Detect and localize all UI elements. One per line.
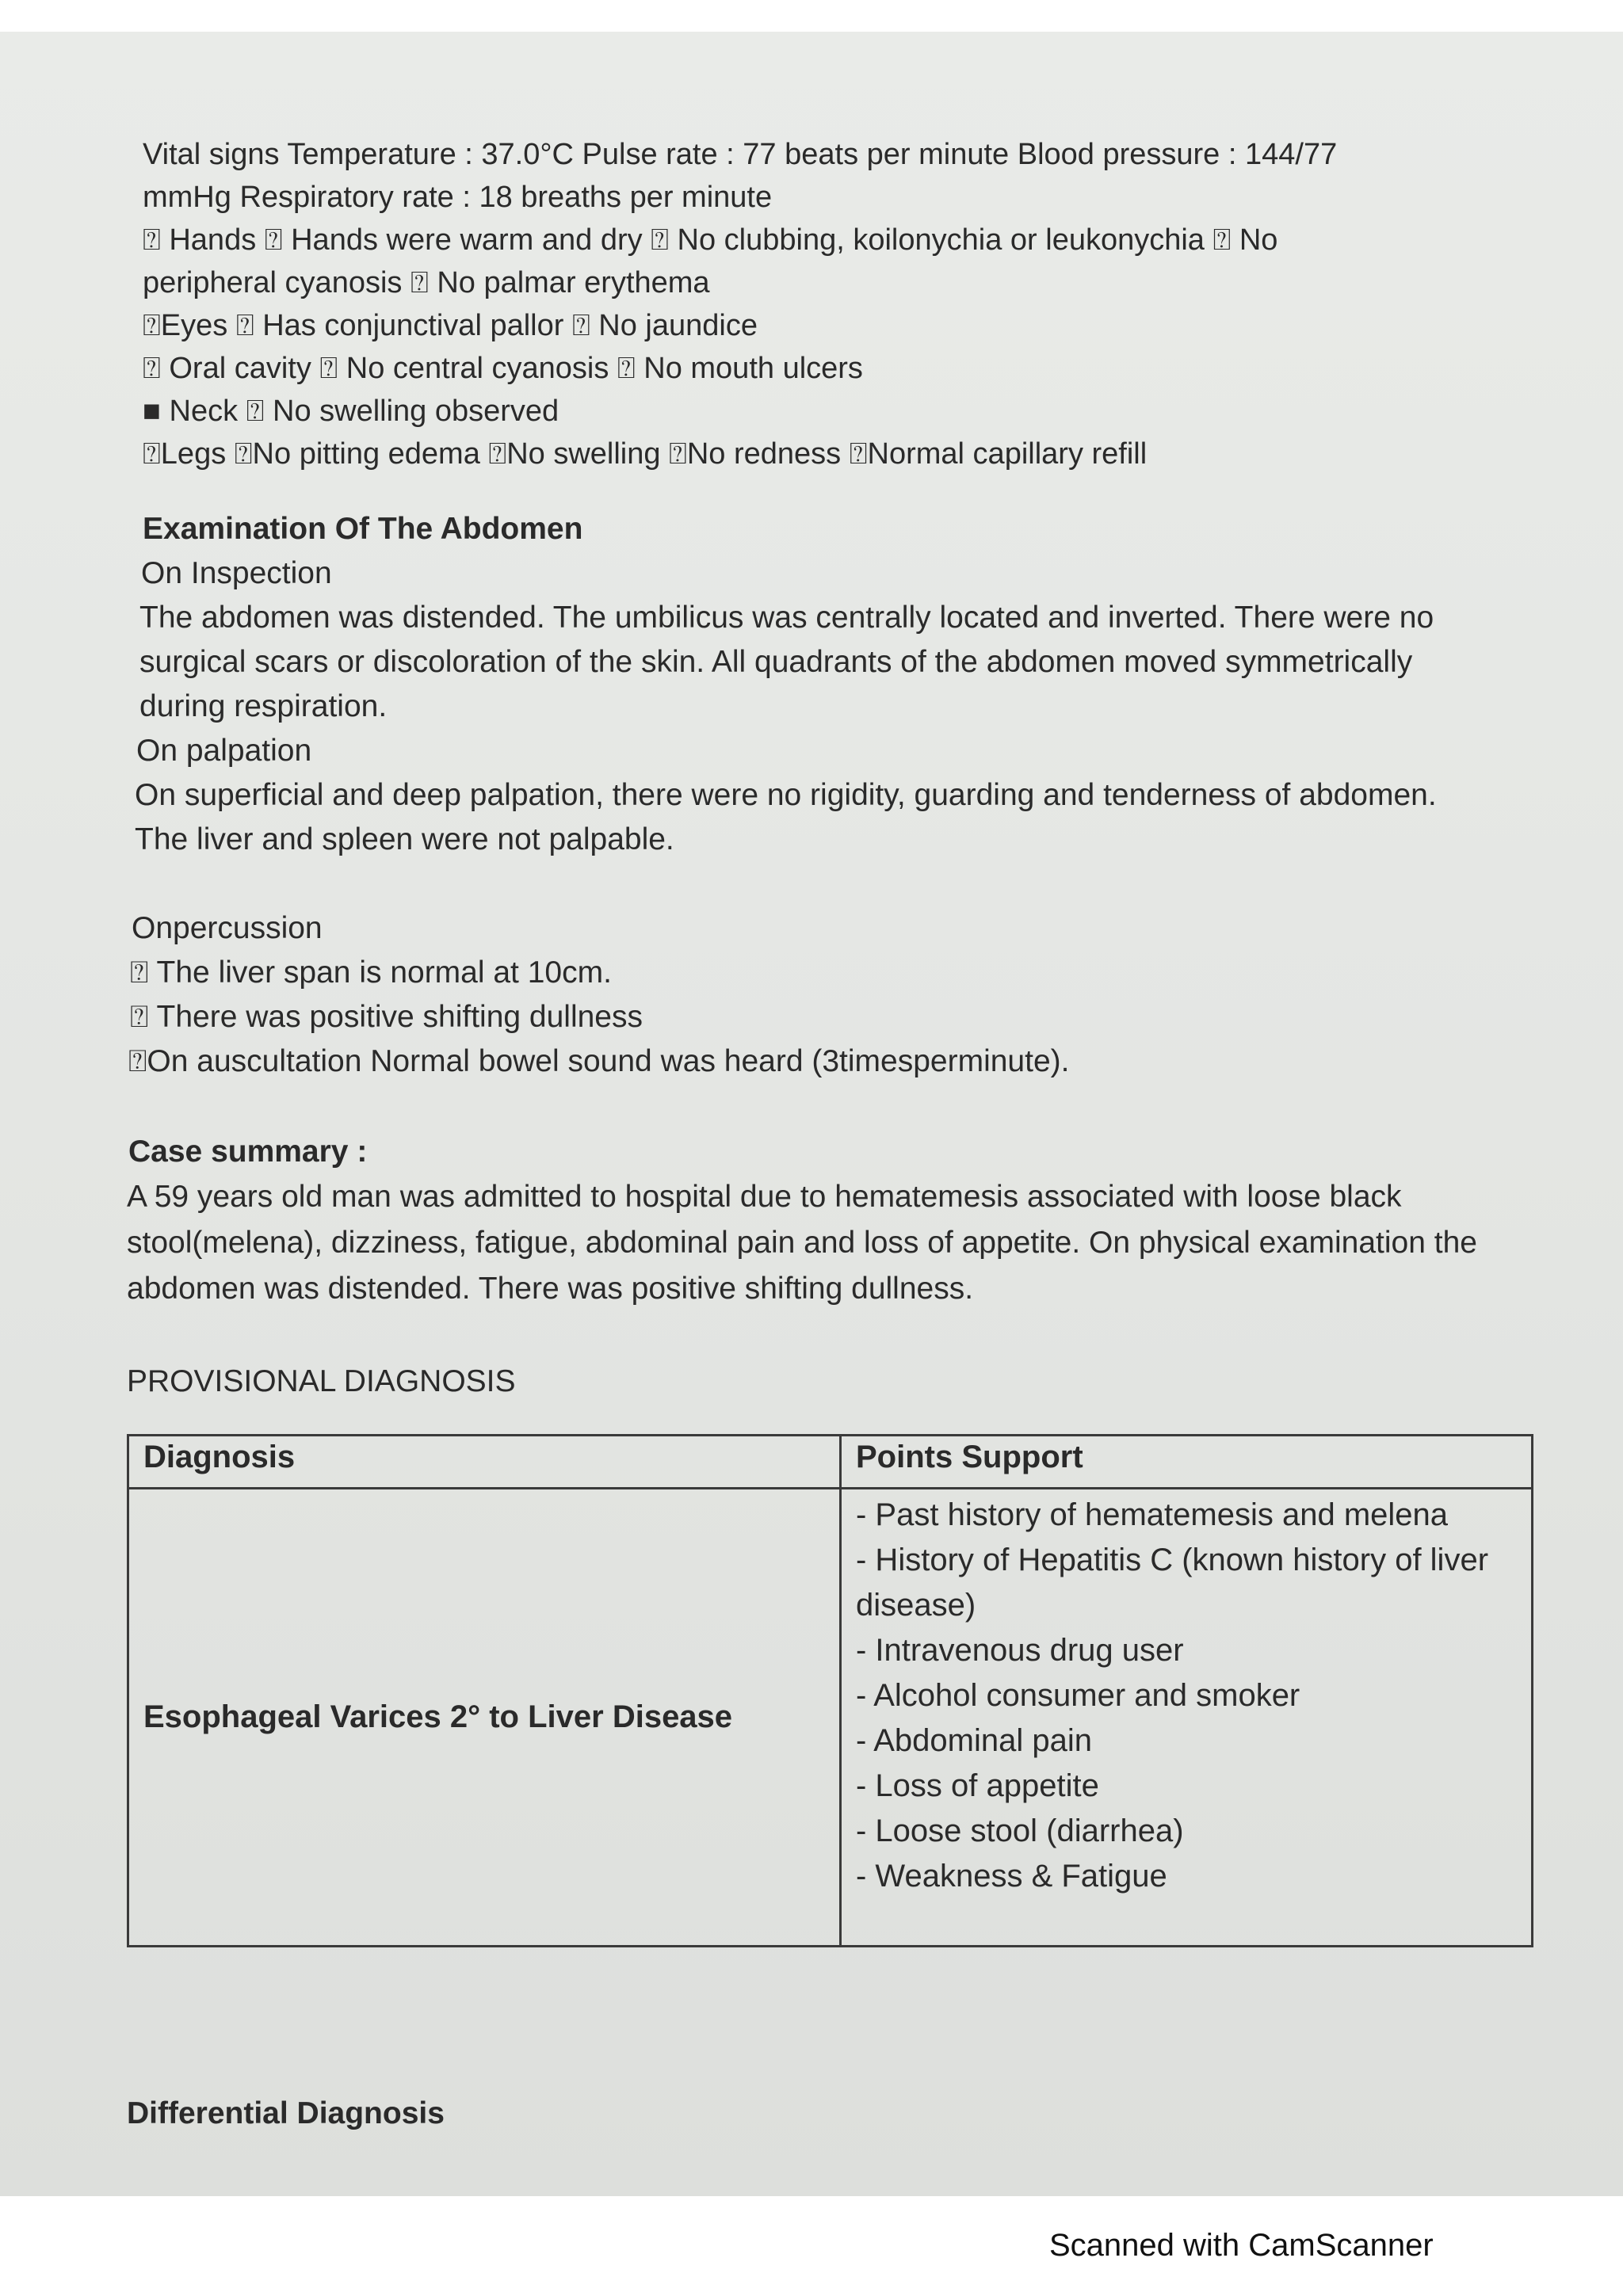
support-point: - History of Hepatitis C (known history of liver disease) [856, 1543, 1489, 1623]
neck-line: ■ Neck ⍰ No swelling observed [143, 395, 559, 428]
inspection-text: The abdomen was distended. The umbilicus was centrally located and inverted. There were no surgical scars or discoloration of the skin. All quadrants of the abdomen moved symmetrically during respiration. [139, 601, 1434, 723]
support-point: - Loose stool (diarrhea) [856, 1814, 1184, 1848]
support-point: - Loss of appetite [856, 1768, 1099, 1803]
differential-diagnosis-heading: Differential Diagnosis [127, 2096, 445, 2130]
case-summary-text: A 59 years old man was admitted to hospital due to hematemesis associated with loose black stool(melena), dizziness, fatigue, abdominal pain and loss of appetite. On physical examination the abdomen was distended. There was positive shifting dullness. [127, 1180, 1477, 1306]
hands-line: ⍰ Hands ⍰ Hands were warm and dry ⍰ No clubbing, koilonychia or leukonychia ⍰ No [143, 223, 1278, 257]
palpation-label: On palpation [136, 734, 312, 768]
percussion-item: ⍰ There was positive shifting dullness [130, 1000, 643, 1034]
scanner-watermark: Scanned with CamScanner [1049, 2228, 1434, 2263]
table-header-row [128, 1436, 1533, 1489]
support-point: - Weakness & Fatigue [856, 1859, 1167, 1894]
hands-line: peripheral cyanosis ⍰ No palmar erythema [143, 266, 710, 299]
case-summary-heading: Case summary : [128, 1135, 368, 1169]
vitals-line: Vital signs Temperature : 37.0°C Pulse rate : 77 beats per minute Blood pressure : 144/77 [143, 138, 1338, 171]
percussion-item: ⍰ The liver span is normal at 10cm. [130, 955, 612, 990]
eyes-line: ⍰Eyes ⍰ Has conjunctival pallor ⍰ No jaundice [143, 309, 758, 342]
oral-cavity-line: ⍰ Oral cavity ⍰ No central cyanosis ⍰ No mouth ulcers [143, 352, 863, 385]
abdomen-heading: Examination Of The Abdomen [143, 512, 583, 546]
diagnosis-cell [128, 1489, 841, 1947]
legs-line: ⍰Legs ⍰No pitting edema ⍰No swelling ⍰No redness ⍰Normal capillary refill [143, 437, 1148, 471]
inspection-label: On Inspection [141, 556, 332, 590]
diagnosis-text: Esophageal Varices 2° to Liver Disease [143, 1699, 733, 1734]
auscultation-line: ⍰On auscultation Normal bowel sound was heard (3timesperminute). [128, 1044, 1070, 1078]
palpation-text: On superficial and deep palpation, there were no rigidity, guarding and tenderness of abdomen. The liver and spleen were not palpable. [135, 778, 1437, 856]
diagnosis-column-header: Diagnosis [128, 1436, 841, 1489]
scanned-page [0, 32, 1623, 2196]
provisional-diagnosis-table [127, 1434, 1533, 1947]
support-point: - Intravenous drug user [856, 1633, 1184, 1668]
vitals-line: mmHg Respiratory rate : 18 breaths per minute [143, 181, 773, 214]
points-support-cell [841, 1489, 1533, 1947]
points-support-column-header: Points Support [841, 1436, 1533, 1489]
support-point: - Alcohol consumer and smoker [856, 1678, 1300, 1713]
support-point: - Past history of hematemesis and melena [856, 1497, 1449, 1532]
support-point: - Abdominal pain [856, 1723, 1092, 1758]
percussion-label: Onpercussion [132, 911, 323, 945]
provisional-diagnosis-heading: PROVISIONAL DIAGNOSIS [127, 1364, 516, 1398]
vital-signs-section [143, 133, 1490, 475]
table-row [128, 1489, 1533, 1947]
